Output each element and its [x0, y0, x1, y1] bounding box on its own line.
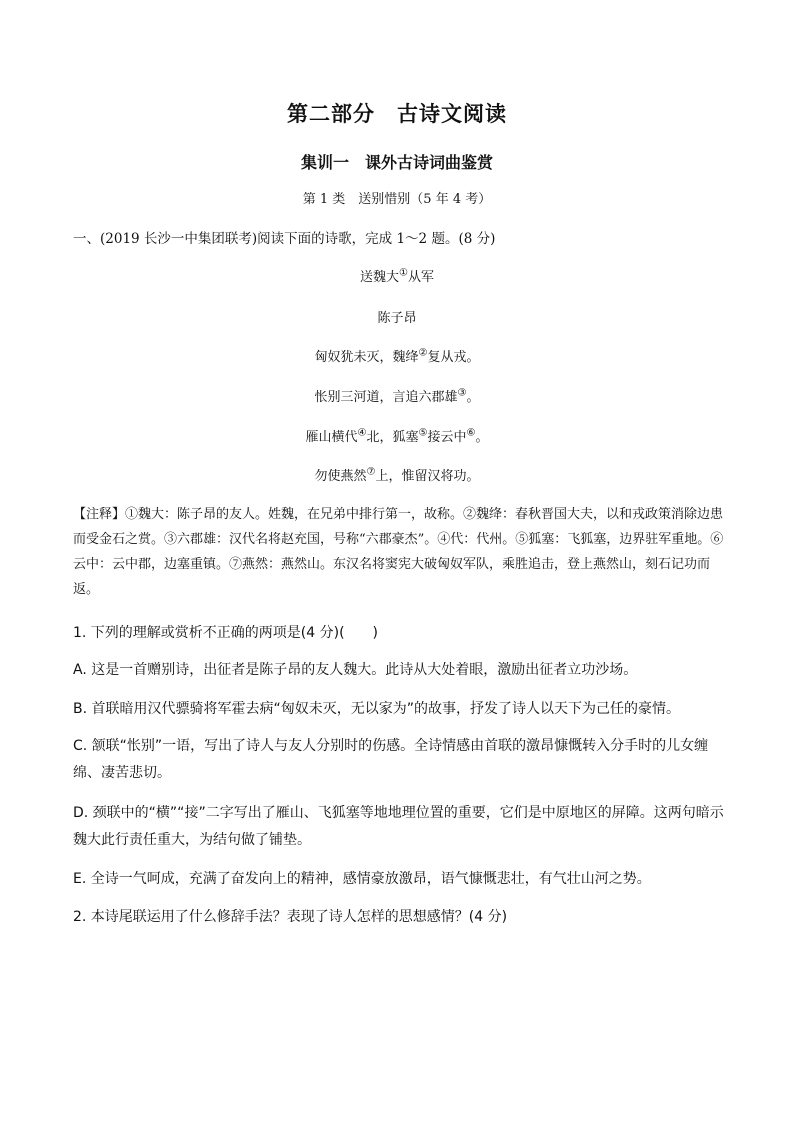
poem-line-text: 。 [466, 390, 480, 405]
poem-line-text: 复从戎。 [427, 350, 480, 365]
poem-line-text: 接云中 [427, 430, 467, 445]
poem-line [0, 465, 794, 484]
poem-line [0, 426, 794, 445]
poem-line [0, 346, 794, 365]
annotation-mark: ④ [357, 427, 367, 439]
question-intro: 一、(2019 长沙一中集团联考)阅读下面的诗歌，完成 1～2 题。(8 分) [73, 231, 496, 247]
poem-notes: 【注释】①魏大：陈子昂的友人。姓魏，在兄弟中排行第一，故称。②魏绛：春秋晋国大夫，以和戎政策消除边患而受金石之赏。③六郡雄：汉代名将赵充国，号称“六郡豪杰”。④代：代州。⑤狐塞：飞狐塞，边界驻军重地。⑥云中：云中郡，边塞重镇。⑦燕然：燕然山。东汉名将窦宪大破匈奴军队，乘胜追击，登上燕然山，刻石记功而返。 [73, 507, 724, 597]
poem-author: 陈子昂 [377, 311, 417, 326]
section-title: 集训一 课外古诗词曲鉴赏 [300, 153, 493, 172]
poem-title-tail: 从军 [407, 270, 434, 285]
category-title: 第 1 类 送别惜别（5 年 4 考） [302, 192, 492, 207]
question-2: 2. 本诗尾联运用了什么修辞手法？表现了诗人怎样的思想感情？(4 分) [73, 909, 508, 925]
poem-title-main: 送魏大 [360, 270, 400, 285]
poem-line-text: 北，狐塞 [366, 430, 419, 445]
poem-line-text: 怅别三河道，言追六郡雄 [314, 390, 458, 405]
annotation-mark: ⑥ [466, 427, 476, 439]
annotation-mark: ① [399, 267, 408, 279]
option-e: E. 全诗一气呵成，充满了奋发向上的精神，感情豪放激昂，语气慷慨悲壮，有气壮山河之势。 [73, 871, 651, 887]
option-d: D. 颈联中的“横”“接”二字写出了雁山、飞狐塞等地地理位置的重要，它们是中原地区的屏障。这两句暗示魏大此行责任重大，为结句做了铺垫。 [73, 805, 724, 848]
poem-line-text: 。 [475, 430, 489, 445]
question-1: 1. 下列的理解或赏析不正确的两项是(4 分)( ) [73, 625, 379, 641]
poem-line-text: 勿使燕然 [314, 469, 367, 484]
option-a: A. 这是一首赠别诗，出征者是陈子昂的友人魏大。此诗从大处着眼，激励出征者立功沙场。 [73, 662, 638, 678]
option-c: C. 颔联“怅别”一语，写出了诗人与友人分别时的伤感。全诗情感由首联的激昂慷慨转入分手时的儿女缠绵、凄苦悲切。 [73, 738, 709, 781]
annotation-mark: ② [418, 347, 428, 359]
poem-title [0, 266, 794, 285]
annotation-mark: ⑦ [366, 466, 376, 478]
annotation-mark: ③ [457, 387, 467, 399]
poem-line [0, 386, 794, 405]
poem-line-text: 匈奴犹未灭，魏绛 [314, 350, 419, 365]
part-title: 第二部分 古诗文阅读 [287, 101, 507, 126]
poem-line-text: 上，惟留汉将功。 [375, 469, 480, 484]
option-b: B. 首联暗用汉代骠骑将军霍去病“匈奴未灭，无以家为”的故事，抒发了诗人以天下为己任的豪情。 [73, 701, 681, 717]
poem-line-text: 雁山横代 [305, 430, 358, 445]
annotation-mark: ⑤ [418, 427, 428, 439]
